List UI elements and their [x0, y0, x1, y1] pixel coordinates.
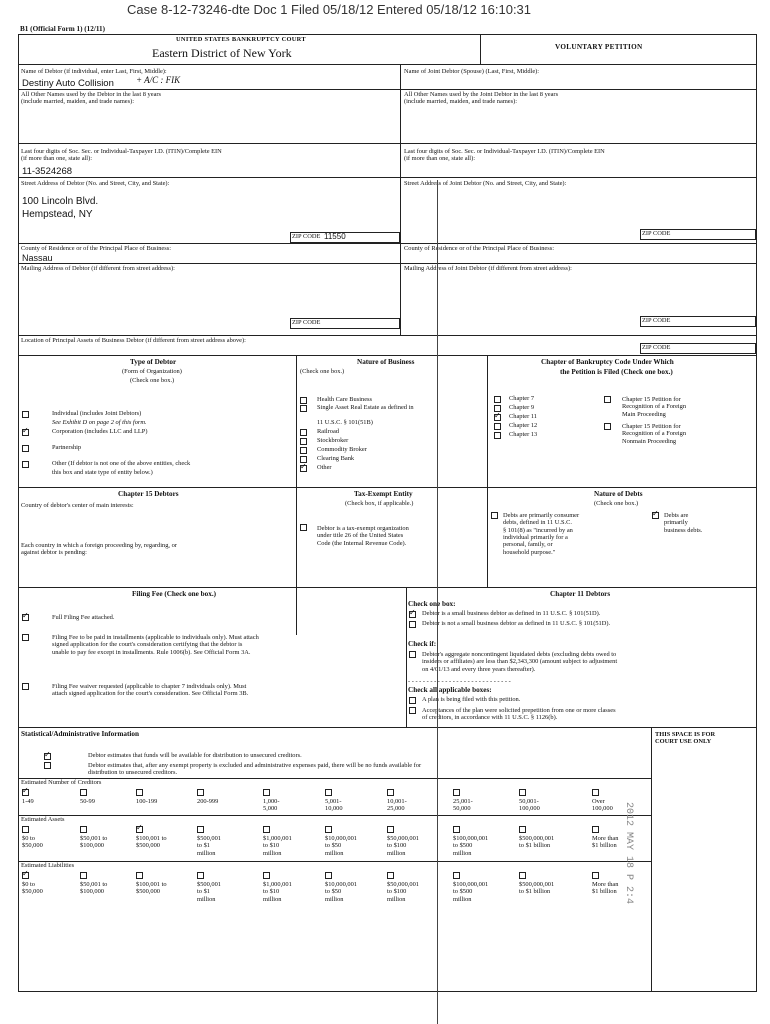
- chapter11-check-if: Check if:: [408, 640, 437, 648]
- chapter11-check-one: Check one box:: [408, 600, 456, 608]
- assets-title: Estimated Assets: [21, 816, 65, 823]
- nature-debts-title: Nature of Debts: [594, 490, 643, 498]
- chapter-label: Chapter 9: [509, 404, 535, 411]
- joint-name-label: Name of Joint Debtor (Spouse) (Last, First, Middle):: [404, 68, 540, 75]
- chapter11-dashes: - - - - - - - - - - - - - - - - - - - - - - - - - - - -: [408, 678, 511, 685]
- liabilities-title: Estimated Liabilities: [21, 862, 75, 869]
- assets-range-label: $500,001 to $1 million: [197, 835, 221, 857]
- business-debts-text: Debts are primarily business debts.: [664, 512, 703, 534]
- ssn-label: Last four digits of Soc. Sec. or Individual-Taxpayer I.D. (ITIN)/Complete EIN (if more than one, state all):: [21, 148, 222, 163]
- mailing-label: Mailing Address of Debtor (if different from street address):: [21, 265, 175, 272]
- chapter15-title: Chapter 15 Debtors: [118, 490, 179, 498]
- joint-county-label: County of Residence or of the Principal Place of Business:: [404, 245, 554, 252]
- creditors-range-checkbox[interactable]: [519, 789, 526, 796]
- creditors-range-label: 5,001- 10,000: [325, 798, 343, 813]
- business-nature-checkbox[interactable]: [300, 397, 307, 404]
- county-value: Nassau: [22, 253, 53, 263]
- debtor-ein: 11-3524268: [22, 166, 73, 177]
- assets-range-label: $10,000,001 to $50 million: [325, 835, 357, 857]
- business-nature-checkbox[interactable]: [300, 429, 307, 436]
- debtor-type-label: Partnership: [52, 444, 82, 451]
- liabilities-range-checkbox[interactable]: [453, 872, 460, 879]
- tax-exempt-text: Debtor is a tax-exempt organization under title 26 of the United States Code (the Internal Revenue Code).: [317, 525, 409, 547]
- joint-mailing-label: Mailing Address of Joint Debtor (if different from street address):: [404, 265, 572, 272]
- type-of-debtor-title: Type of Debtor: [130, 358, 177, 366]
- liabilities-range-checkbox[interactable]: [387, 872, 394, 879]
- liabilities-range-checkbox[interactable]: [22, 872, 29, 879]
- chapter15-line1: Country of debtor's center of main interests:: [21, 502, 134, 509]
- form-id: B1 (Official Form 1) (12/11): [20, 25, 106, 33]
- chapter-checkbox[interactable]: [494, 432, 501, 439]
- plan-filed-checkbox[interactable]: [409, 697, 416, 704]
- chapter-label: Chapter 12: [509, 422, 538, 429]
- debtor-type-checkbox[interactable]: [22, 429, 29, 436]
- creditors-range-checkbox[interactable]: [263, 789, 270, 796]
- assets-range-checkbox[interactable]: [197, 826, 204, 833]
- type-of-debtor-sub2: (Check one box.): [130, 377, 175, 384]
- street-line-2: Hempstead, NY: [22, 209, 93, 220]
- chapter15-petition-checkbox[interactable]: [604, 423, 611, 430]
- filing-fee-label: Filing Fee to be paid in installments (applicable to individuals only). Must attach signed application for the court's consideration certifying that the debtor is unable to pay fee except in installments. Rule 1006(b). See Official Form 3A.: [52, 634, 259, 656]
- chapter-checkbox[interactable]: [494, 414, 501, 421]
- chapter-label: Chapter 11: [509, 413, 537, 420]
- county-label: County of Residence or of the Principal Place of Business:: [21, 245, 171, 252]
- business-debts-checkbox[interactable]: [652, 512, 659, 519]
- mailing-zip-label: ZIP CODE: [292, 319, 321, 326]
- business-nature-label: Health Care Business: [317, 396, 373, 403]
- chapter-title-2: the Petition is Filed (Check one box.): [560, 368, 673, 376]
- creditors-range-label: 50,001- 100,000: [519, 798, 540, 813]
- assets-range-label: $500,000,001 to $1 billion: [519, 835, 555, 850]
- chapter15-petition-checkbox[interactable]: [604, 396, 611, 403]
- chapter-label: Chapter 13: [509, 431, 538, 438]
- small-business-checkbox[interactable]: [409, 611, 416, 618]
- liabilities-range-checkbox[interactable]: [519, 872, 526, 879]
- liabilities-range-checkbox[interactable]: [80, 872, 87, 879]
- liabilities-range-label: $100,001 to $500,000: [136, 881, 167, 896]
- statistical-title: Statistical/Administrative Information: [21, 730, 139, 738]
- not-small-business-checkbox[interactable]: [409, 621, 416, 628]
- assets-range-label: $1,000,001 to $10 million: [263, 835, 292, 857]
- other-entity-note: this box and state type of entity below.): [52, 469, 153, 476]
- tax-exempt-checkbox[interactable]: [300, 524, 307, 531]
- liabilities-range-label: $0 to $50,000: [22, 881, 43, 896]
- joint-street-label: Street Address of Joint Debtor (No. and Street, City, and State):: [404, 180, 567, 187]
- assets-range-checkbox[interactable]: [387, 826, 394, 833]
- creditors-range-checkbox[interactable]: [387, 789, 394, 796]
- nature-business-title: Nature of Business: [357, 358, 415, 366]
- creditors-range-label: 50-99: [80, 798, 95, 805]
- liabilities-range-checkbox[interactable]: [136, 872, 143, 879]
- chapter-title: Chapter of Bankruptcy Code Under Which: [541, 358, 674, 366]
- business-nature-label: Other: [317, 464, 332, 471]
- filing-fee-title: Filing Fee (Check one box.): [132, 590, 217, 598]
- street-line-1: 100 Lincoln Blvd.: [22, 196, 99, 207]
- small-business-text: Debtor is a small business debtor as defined in 11 U.S.C. § 101(51D).: [422, 610, 601, 617]
- assets-range-label: $50,000,001 to $100 million: [387, 835, 419, 857]
- aggregate-debts-text: Debtor's aggregate noncontingent liquidated debts (excluding debts owed to insiders or affiliates) are less than $2,343,300 (amount subject to adjustment on 4/01/13 and every three years thereafter).: [422, 651, 618, 673]
- zip-value: 11550: [324, 232, 346, 241]
- liabilities-range-label: $1,000,001 to $10 million: [263, 881, 292, 903]
- creditors-range-checkbox[interactable]: [453, 789, 460, 796]
- assets-range-checkbox[interactable]: [453, 826, 460, 833]
- joint-mailing-zip-label: ZIP CODE: [642, 317, 671, 324]
- creditors-range-checkbox[interactable]: [197, 789, 204, 796]
- debtor-type-label: Other (If debtor is not one of the above entities, check: [52, 460, 191, 467]
- tax-exempt-title: Tax-Exempt Entity: [354, 490, 413, 498]
- liabilities-range-label: $500,001 to $1 million: [197, 881, 221, 903]
- creditors-range-label: 10,001- 25,000: [387, 798, 407, 813]
- liabilities-range-label: $10,000,001 to $50 million: [325, 881, 357, 903]
- filing-fee-checkbox[interactable]: [22, 634, 29, 641]
- assets-range-checkbox[interactable]: [263, 826, 270, 833]
- sare-note: 11 U.S.C. § 101(51B): [317, 419, 373, 426]
- liabilities-range-label: $50,000,001 to $100 million: [387, 881, 419, 903]
- court-district: Eastern District of New York: [152, 46, 292, 60]
- debtor-type-checkbox[interactable]: [22, 445, 29, 452]
- filing-stamp: 2012 MAY 18 P 2:4: [623, 802, 634, 905]
- business-nature-label: Clearing Bank: [317, 455, 355, 462]
- chapter11-title: Chapter 11 Debtors: [550, 590, 611, 598]
- tax-exempt-sub: (Check box, if applicable.): [345, 500, 414, 507]
- creditors-range-checkbox[interactable]: [136, 789, 143, 796]
- consumer-debts-checkbox[interactable]: [491, 512, 498, 519]
- assets-range-checkbox[interactable]: [136, 826, 143, 833]
- creditors-range-label: 1,000- 5,000: [263, 798, 280, 813]
- assets-range-checkbox[interactable]: [592, 826, 599, 833]
- debtor-type-label: Individual (includes Joint Debtors): [52, 410, 142, 417]
- funds-available-text: Debtor estimates that funds will be available for distribution to unsecured creditors.: [88, 752, 302, 759]
- type-of-debtor-sub1: (Form of Organization): [122, 368, 182, 375]
- joint-zip-label: ZIP CODE: [642, 230, 671, 237]
- assets-range-label: $50,001 to $100,000: [80, 835, 108, 850]
- debtor-type-checkbox[interactable]: [22, 461, 29, 468]
- acceptances-checkbox[interactable]: [409, 707, 416, 714]
- liabilities-range-checkbox[interactable]: [263, 872, 270, 879]
- creditors-range-checkbox[interactable]: [325, 789, 332, 796]
- creditors-range-checkbox[interactable]: [80, 789, 87, 796]
- filing-fee-label: Filing Fee waiver requested (applicable to chapter 7 individuals only). Must attach signed application for the court's consideration. See Official Form 3B.: [52, 683, 249, 698]
- assets-range-checkbox[interactable]: [80, 826, 87, 833]
- court-name: UNITED STATES BANKRUPTCY COURT: [176, 36, 306, 43]
- business-nature-label: Stockbroker: [317, 437, 349, 444]
- not-small-business-text: Debtor is not a small business debtor as defined in 11 U.S.C. § 101(51D).: [422, 620, 611, 627]
- creditors-range-label: Over 100,000: [592, 798, 613, 813]
- zip-label: ZIP CODE: [292, 233, 321, 240]
- street-label: Street Address of Debtor (No. and Street, City, and State):: [21, 180, 170, 187]
- assets-range-label: $0 to $50,000: [22, 835, 43, 850]
- creditors-range-checkbox[interactable]: [22, 789, 29, 796]
- filing-fee-label: Full Filing Fee attached.: [52, 614, 115, 621]
- creditors-range-label: 200-999: [197, 798, 219, 805]
- funds-available-checkbox[interactable]: [44, 753, 51, 760]
- creditors-title: Estimated Number of Creditors: [21, 779, 102, 786]
- business-nature-label: Commodity Broker: [317, 446, 367, 453]
- business-nature-label: Single Asset Real Estate as defined in: [317, 404, 414, 411]
- consumer-debts-text: Debts are primarily consumer debts, defined in 11 U.S.C. § 101(8) as "incurred by an individual primarily for a personal, family, or household purpose.": [503, 512, 580, 556]
- assets-range-checkbox[interactable]: [22, 826, 29, 833]
- nature-debts-sub: (Check one box.): [594, 500, 639, 507]
- debtor-type-checkbox[interactable]: [22, 411, 29, 418]
- liabilities-range-label: More than $1 billion: [592, 881, 619, 896]
- business-nature-checkbox[interactable]: [300, 447, 307, 454]
- debtor-name: Destiny Auto Collision: [22, 78, 114, 89]
- case-header: Case 8-12-73246-dte Doc 1 Filed 05/18/12 Entered 05/18/12 16:10:31: [127, 2, 532, 17]
- court-use-only: THIS SPACE IS FOR COURT USE ONLY: [655, 731, 716, 746]
- liabilities-range-label: $500,000,001 to $1 billion: [519, 881, 555, 896]
- assets-range-label: More than $1 billion: [592, 835, 619, 850]
- creditors-range-label: 25,001- 50,000: [453, 798, 473, 813]
- petition-title: VOLUNTARY PETITION: [555, 43, 643, 51]
- joint-other-names-label: All Other Names used by the Joint Debtor in the last 8 years (include married, maiden, and trade names):: [404, 91, 559, 106]
- creditors-range-label: 1-49: [22, 798, 34, 805]
- exhibit-d-note: See Exhibit D on page 2 of this form.: [52, 419, 147, 426]
- debtor-name-label: Name of Debtor (if individual, enter Last, First, Middle):: [21, 68, 167, 75]
- business-nature-checkbox[interactable]: [300, 405, 307, 412]
- liabilities-range-checkbox[interactable]: [197, 872, 204, 879]
- filing-fee-checkbox[interactable]: [22, 614, 29, 621]
- aggregate-debts-checkbox[interactable]: [409, 651, 416, 658]
- chapter15-petition-label: Chapter 15 Petition for Recognition of a Foreign Main Proceeding: [622, 396, 687, 418]
- liabilities-range-label: $50,001 to $100,000: [80, 881, 108, 896]
- assets-range-checkbox[interactable]: [519, 826, 526, 833]
- chapter11-check-all: Check all applicable boxes:: [408, 686, 492, 694]
- debtor-type-label: Corporation (includes LLC and LLP): [52, 428, 148, 435]
- creditors-range-label: 100-199: [136, 798, 158, 805]
- joint-ssn-label: Last four digits of Soc. Sec. or Individual-Taxpayer I.D. (ITIN)/Complete EIN (if more than one, state all):: [404, 148, 605, 163]
- chapter-checkbox[interactable]: [494, 423, 501, 430]
- location-zip-label: ZIP CODE: [642, 344, 671, 351]
- debtor-name-annotation: + A/C : FIK: [136, 75, 181, 85]
- no-funds-text: Debtor estimates that, after any exempt property is excluded and administrative expenses paid, there will be no funds available for distribution to unsecured creditors.: [88, 762, 422, 777]
- liabilities-range-checkbox[interactable]: [325, 872, 332, 879]
- chapter-checkbox[interactable]: [494, 396, 501, 403]
- chapter-label: Chapter 7: [509, 395, 535, 402]
- chapter15-line2: Each country in which a foreign proceeding by, regarding, or against debtor is pending:: [21, 542, 177, 557]
- assets-range-checkbox[interactable]: [325, 826, 332, 833]
- business-nature-checkbox[interactable]: [300, 465, 307, 472]
- plan-filed-text: A plan is being filed with this petition.: [422, 696, 521, 703]
- liabilities-range-checkbox[interactable]: [592, 872, 599, 879]
- acceptances-text: Acceptances of the plan were solicited prepetition from one or more classes of creditors, in accordance with 11 U.S.C. § 1126(b).: [422, 707, 616, 722]
- location-label: Location of Principal Assets of Business Debtor (if different from street address above):: [21, 337, 246, 344]
- nature-business-sub: (Check one box.): [300, 368, 345, 375]
- other-names-label: All Other Names used by the Debtor in the last 8 years (include married, maiden, and trade names):: [21, 91, 162, 106]
- chapter15-petition-label: Chapter 15 Petition for Recognition of a Foreign Nonmain Proceeding: [622, 423, 687, 445]
- assets-range-label: $100,000,001 to $500 million: [453, 835, 489, 857]
- no-funds-checkbox[interactable]: [44, 762, 51, 769]
- filing-fee-checkbox[interactable]: [22, 683, 29, 690]
- business-nature-checkbox[interactable]: [300, 438, 307, 445]
- assets-range-label: $100,001 to $500,000: [136, 835, 167, 850]
- creditors-range-checkbox[interactable]: [592, 789, 599, 796]
- business-nature-label: Railroad: [317, 428, 340, 435]
- liabilities-range-label: $100,000,001 to $500 million: [453, 881, 489, 903]
